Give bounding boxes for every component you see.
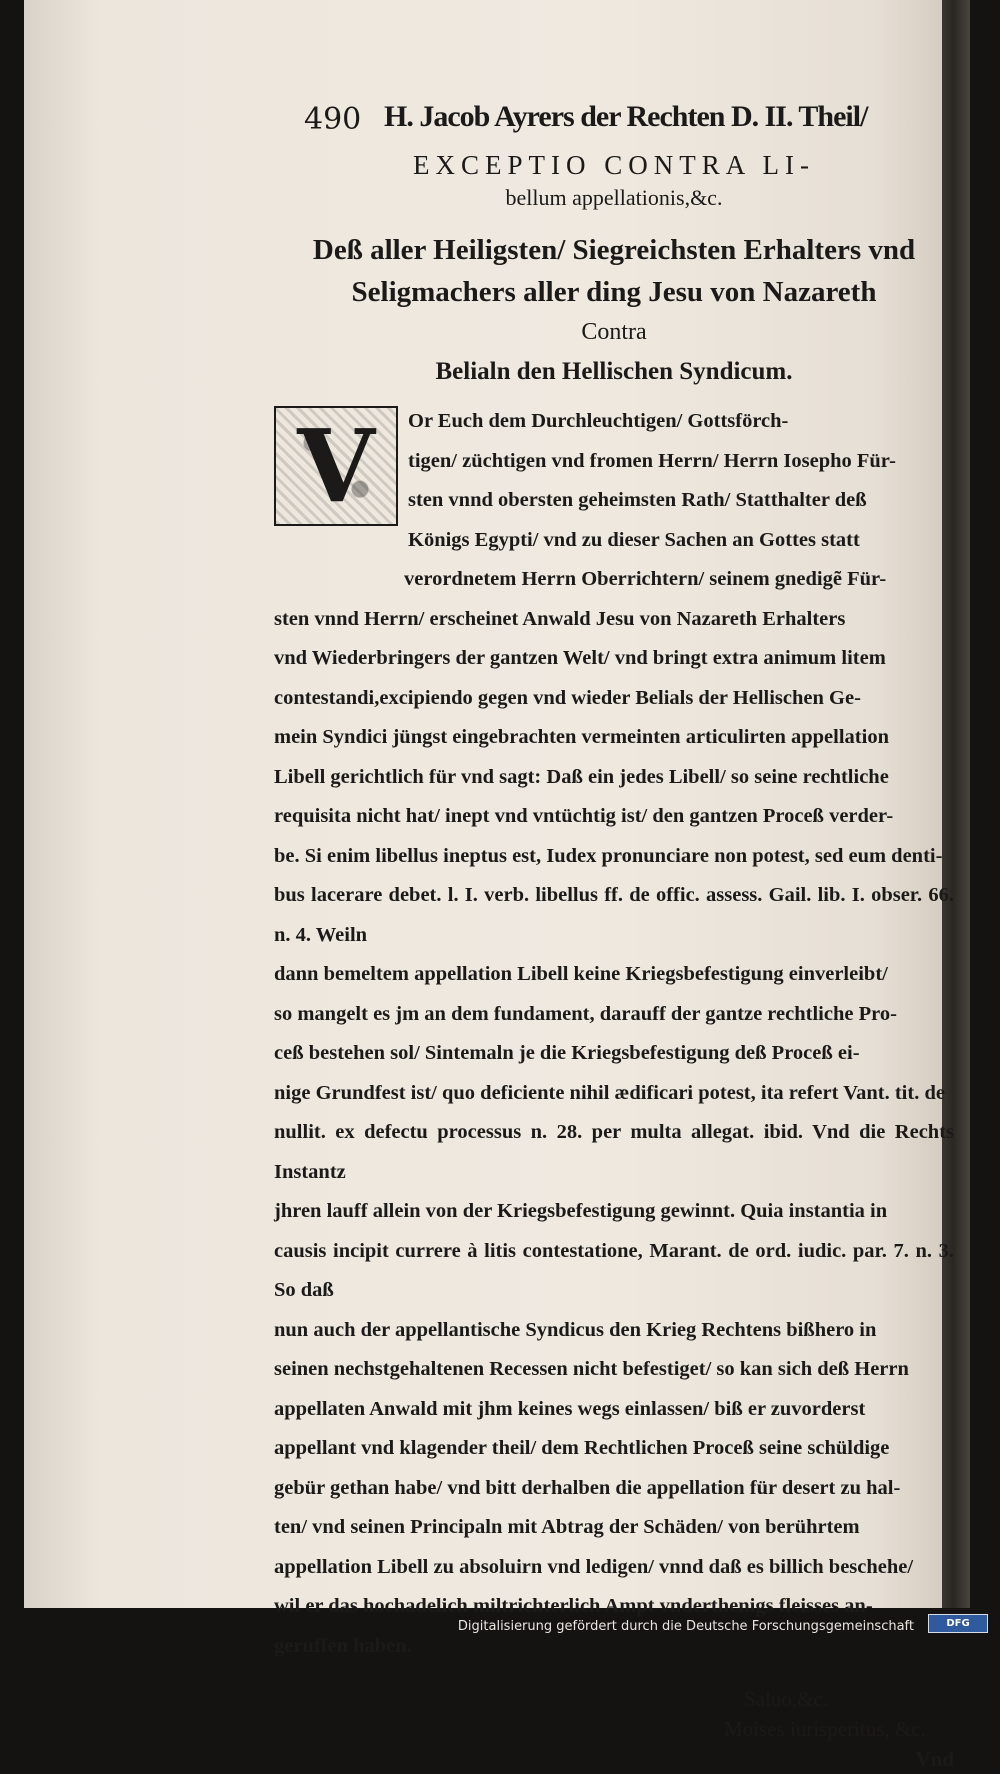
body-line: vnd Wiederbringers der gantzen Welt/ vnd bringt extra animum litem — [274, 647, 886, 669]
body-line: nullit. ex defectu processus n. 28. per multa allegat. ibid. Vnd die Rechts Instantz — [274, 1121, 954, 1183]
body-line: appellant vnd klagender theil/ dem Rechtlichen Proceß seine schüldige — [274, 1437, 890, 1459]
body-line: dann bemeltem appellation Libell keine Kriegsbefestigung einverleibt/ — [274, 963, 888, 985]
body-line: tigen/ züchtigen vnd fromen Herrn/ Herrn Iosepho Für- — [408, 449, 896, 472]
decorated-initial — [274, 406, 398, 526]
body-line: mein Syndici jüngst eingebrachten vermeinten articulirten appellation — [274, 726, 889, 748]
plaintiff-title — [274, 229, 954, 313]
body-line: ceß bestehen sol/ Sintemaln je die Kriegsbefestigung deß Proceß ei- — [274, 1042, 860, 1064]
body-line: Königs Egypti/ vnd zu dieser Sachen an Gottes statt — [408, 528, 860, 551]
body-line: causis incipit currere à litis contestatione, Marant. de ord. iudic. par. 7. n. 3. So daß — [274, 1239, 954, 1301]
body-line: appellaten Anwald mit jhm keines wegs einlassen/ biß er zuvorderst — [274, 1397, 866, 1420]
plaintiff-line-1: Deß aller Heiligsten/ Siegreichsten Erhalters vnd — [312, 234, 916, 266]
body-line: nige Grundfest ist/ quo deficiente nihil ædificari potest, ita refert Vant. tit. de — [274, 1081, 945, 1104]
body-line: gebür gethan habe/ vnd bitt derhalben die appellation für desert zu hal- — [274, 1476, 901, 1499]
contra-label: Contra — [581, 319, 647, 345]
page-text-block — [274, 96, 954, 1774]
running-head — [274, 96, 954, 146]
salutation: Saluo,&c. — [744, 1687, 828, 1711]
body-line: so mangelt es jm an dem fundament, darauff der gantze rechtliche Pro- — [274, 1002, 897, 1025]
catchword: Vnd — [915, 1747, 954, 1771]
body-line: sten vnnd Herrn/ erscheinet Anwald Jesu von Nazareth Erhalters — [274, 607, 846, 630]
body-line: contestandi,excipiendo gegen vnd wieder Belials der Hellischen Ge- — [274, 686, 861, 709]
body-line: verordnetem Herrn Oberrichtern/ seinem gnedigẽ Für- — [404, 568, 887, 590]
body-line: geruffen haben. — [274, 1634, 412, 1657]
body-line: Or Euch dem Durchleuchtigen/ Gottsförch- — [408, 410, 789, 432]
initial-letter: V — [297, 407, 375, 525]
plaintiff-line-2: Seligmachers aller ding Jesu von Nazareth — [351, 276, 877, 308]
body-line: wil er das hochadelich miltrichterlich Ampt vnderthenigs fleisses an- — [274, 1595, 873, 1617]
digitization-credit: Digitalisierung gefördert durch die Deutsche Forschungsgemeinschaft — [457, 1619, 914, 1634]
body-line: requisita nicht hat/ inept vnd vntüchtig ist/ den gantzen Proceß verder- — [274, 805, 894, 827]
section-heading: EXCEPTIO CONTRA LI- — [413, 150, 815, 180]
body-line: Libell gerichtlich für vnd sagt: Daß ein jedes Libell/ so seine rechtliche — [274, 765, 889, 788]
body-line: appellation Libell zu absoluirn vnd ledigen/ vnnd daß es billich beschehe/ — [274, 1555, 914, 1578]
running-title: H. Jacob Ayrers der Rechten D. II. Theil/ — [384, 100, 868, 133]
defendant-title: Belialn den Hellischen Syndicum. — [435, 358, 793, 385]
body-line: jhren lauff allein von der Kriegsbefestigung gewinnt. Quia instantia in — [274, 1200, 888, 1222]
body-line: be. Si enim libellus ineptus est, Iudex pronunciare non potest, sed eum denti- — [274, 844, 943, 867]
closing-block — [274, 1684, 954, 1774]
body-line: nun auch der appellantische Syndicus den Krieg Rechtens bißhero in — [274, 1318, 877, 1341]
body-line: seinen nechstgehaltenen Recessen nicht befestiget/ so kan sich deß Herrn — [274, 1358, 909, 1380]
body-text — [274, 402, 954, 1666]
body-line: sten vnnd obersten geheimsten Rath/ Statthalter deß — [408, 489, 867, 511]
dfg-logo: DFG — [928, 1614, 988, 1633]
section-heading-continuation: bellum appellationis,&c. — [505, 185, 723, 210]
page-number: 490 — [304, 102, 362, 137]
signature: Moises iurisperitus, &c. — [724, 1717, 926, 1741]
body-line: bus lacerare debet. l. I. verb. libellus ff. de offic. assess. Gail. lib. I. obser. 66. n. 4. Weiln — [274, 884, 954, 946]
body-line: ten/ vnd seinen Principaln mit Abtrag der Schäden/ von berührtem — [274, 1516, 860, 1538]
